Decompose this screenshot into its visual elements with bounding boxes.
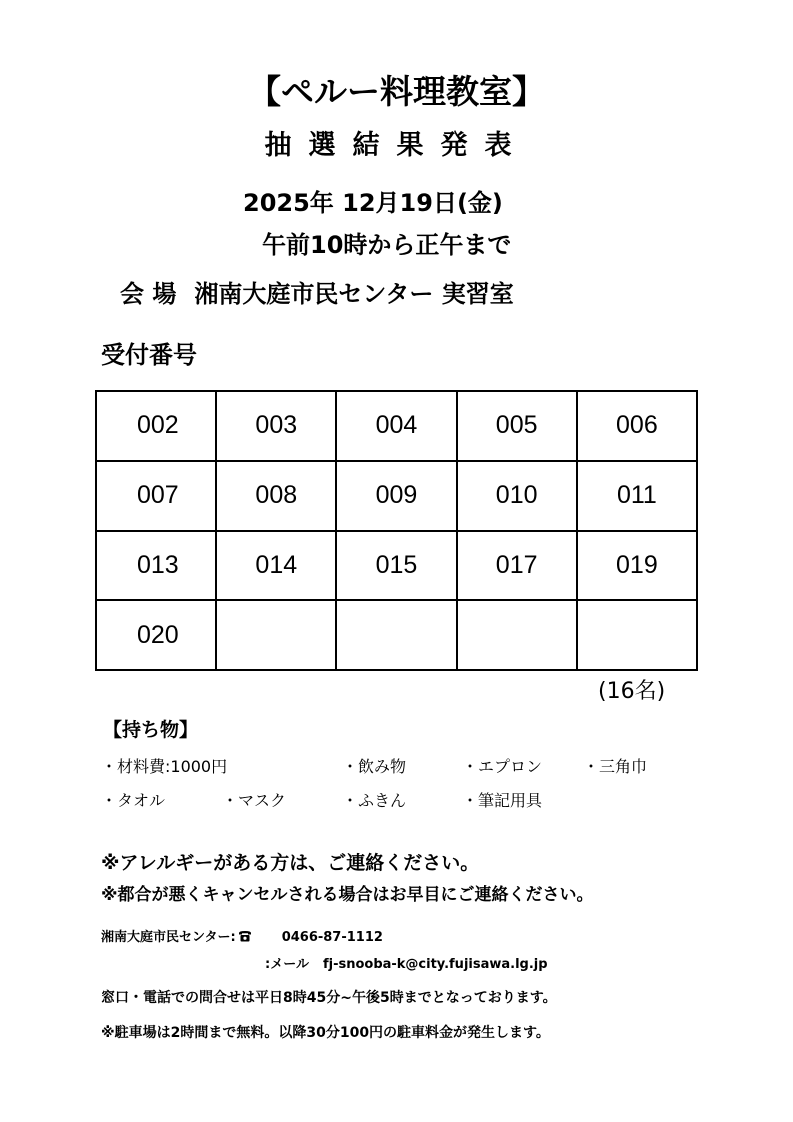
contact-email: fj-snooba-k@city.fujisawa.lg.jp: [322, 957, 548, 972]
table-cell: 009: [336, 461, 456, 531]
telephone-icon: [238, 929, 252, 941]
table-row: [96, 461, 697, 531]
reception-number-table: [95, 390, 698, 671]
belongings-item-material-fee: ・材料費:1000円: [101, 757, 228, 776]
table-cell: [216, 600, 336, 670]
belongings-item-mask: ・マスク: [222, 791, 287, 810]
table-cell: 007: [96, 461, 216, 531]
table-row: [96, 600, 697, 670]
table-row: [96, 531, 697, 601]
cancel-notice: ※都合が悪くキャンセルされる場合はお早目にご連絡ください。: [101, 885, 594, 905]
table-cell: 010: [457, 461, 577, 531]
contact-mail-line: [265, 955, 548, 975]
table-cell: 005: [457, 391, 577, 461]
table-cell: 020: [96, 600, 216, 670]
belongings-item-stationery: ・筆記用具: [462, 791, 543, 810]
table-cell: 006: [577, 391, 697, 461]
winner-count: (16名): [598, 679, 666, 704]
table-cell: 011: [577, 461, 697, 531]
event-venue: [120, 277, 514, 311]
belongings-item-headscarf: ・三角巾: [583, 757, 648, 776]
table-row: [96, 391, 697, 461]
contact-phone-line: [101, 928, 383, 948]
table-cell: 008: [216, 461, 336, 531]
belongings-item-dishcloth: ・ふきん: [342, 791, 407, 810]
table-cell: 003: [216, 391, 336, 461]
event-date: 2025年 12月19日(金): [243, 189, 503, 217]
contact-phone-number: 0466-87-1112: [281, 930, 383, 945]
table-cell: 019: [577, 531, 697, 601]
table-cell: [457, 600, 577, 670]
parking-notice: ※駐車場は2時間まで無料。以降30分100円の駐車料金が発生します。: [101, 1025, 550, 1041]
event-time: 午前10時から正午まで: [262, 231, 512, 259]
table-cell: 002: [96, 391, 216, 461]
table-cell: 015: [336, 531, 456, 601]
venue-label: 会 場: [120, 280, 177, 308]
table-cell: 004: [336, 391, 456, 461]
reception-number-label: 受付番号: [101, 341, 197, 369]
belongings-item-apron: ・エプロン: [462, 757, 543, 776]
table-cell: [577, 600, 697, 670]
table-cell: 017: [457, 531, 577, 601]
venue-name: 湘南大庭市民センター 実習室: [194, 280, 514, 308]
contact-mail-label: :メール: [265, 957, 309, 972]
page-subtitle: 抽選結果発表: [264, 130, 529, 161]
page-title: 【ペルー料理教室】: [248, 72, 545, 111]
allergy-notice: ※アレルギーがある方は、ご連絡ください。: [101, 852, 480, 874]
inquiry-hours-notice: 窓口・電話での問合せは平日8時45分~午後5時までとなっております。: [101, 990, 557, 1006]
table-cell: 014: [216, 531, 336, 601]
table-cell: [336, 600, 456, 670]
belongings-item-drink: ・飲み物: [342, 757, 407, 776]
table-cell: 013: [96, 531, 216, 601]
belongings-item-towel: ・タオル: [101, 791, 166, 810]
belongings-title: 【持ち物】: [103, 719, 199, 741]
contact-center-name: 湘南大庭市民センター:: [101, 930, 236, 945]
